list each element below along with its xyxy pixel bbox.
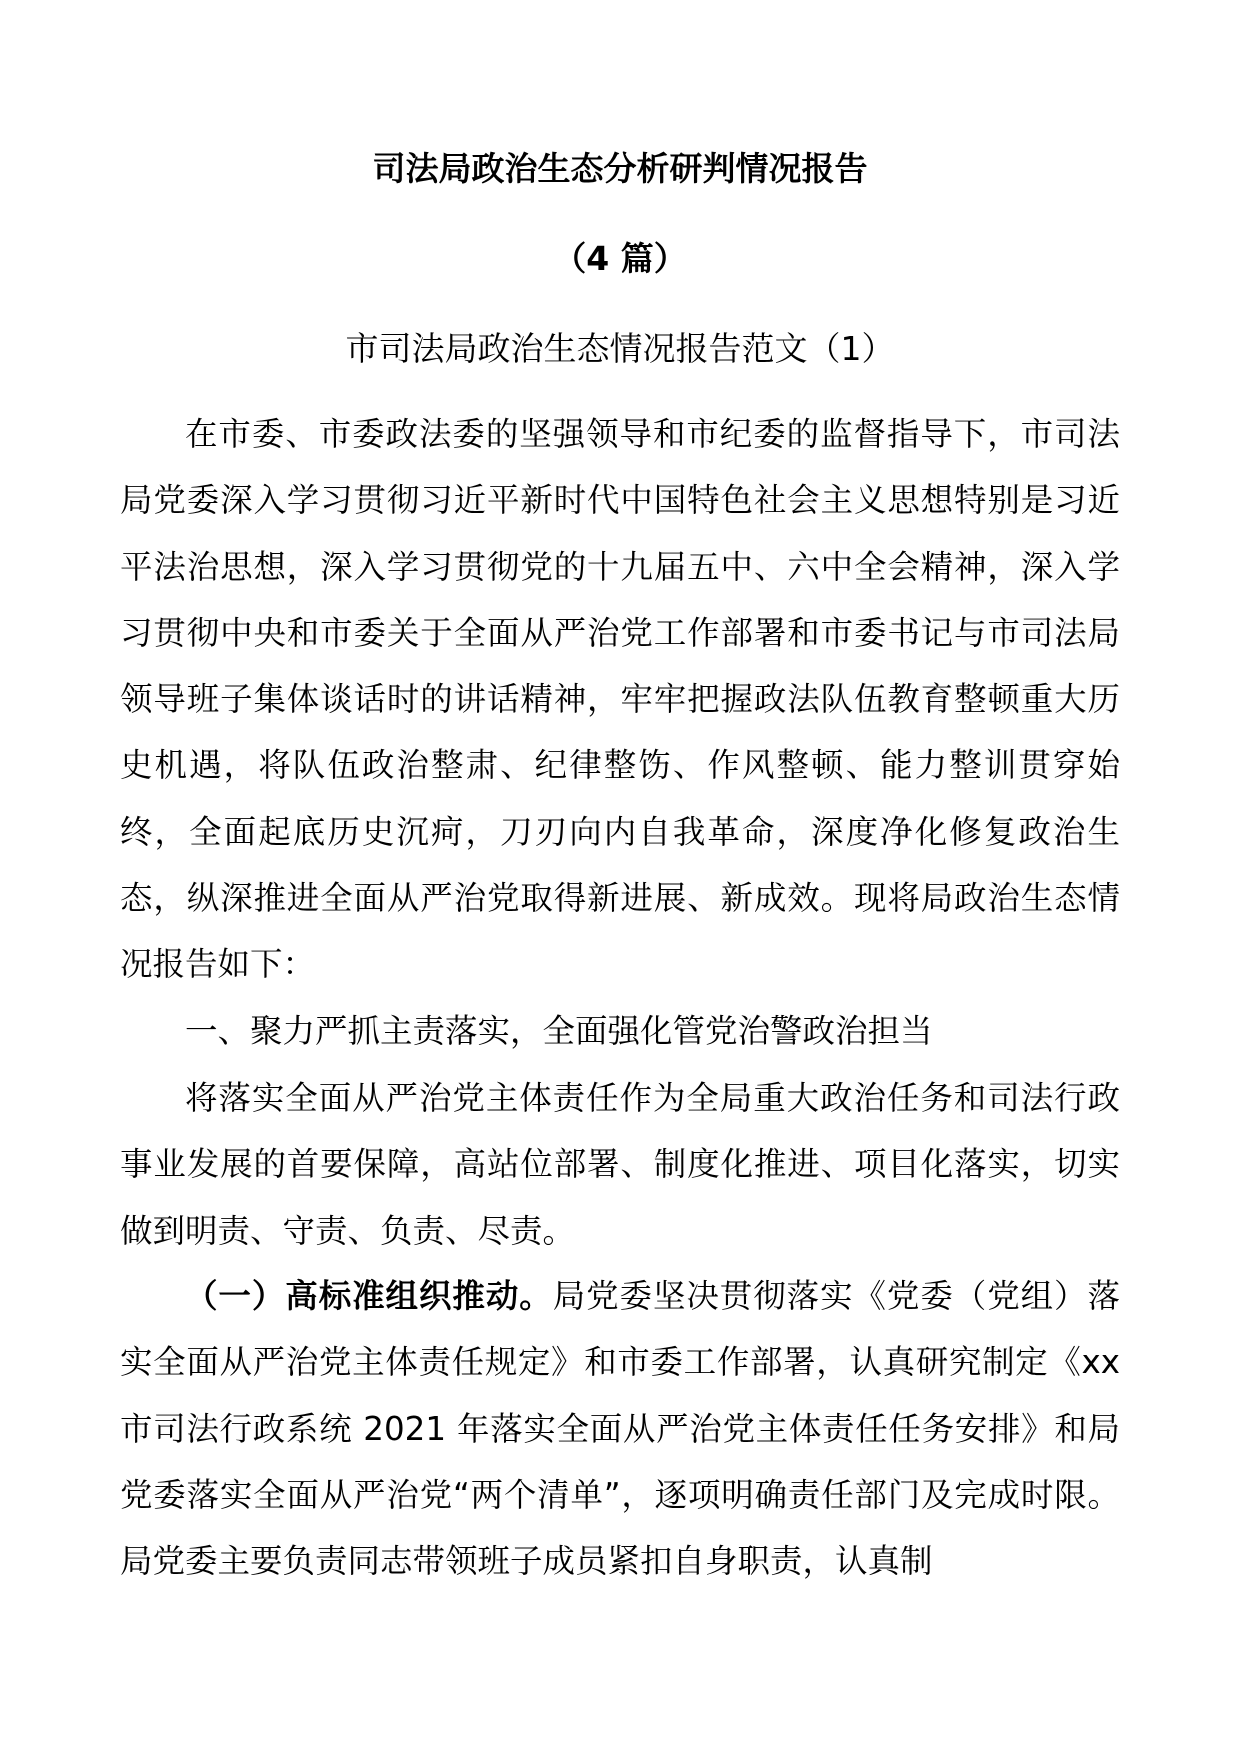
paragraph-3-text: 局党委坚决贯彻落实《党委（党组）落实全面从严治党主体责任规定》和市委工作部署，认真研究制定《xx 市司法行政系统 2021 年落实全面从严治党主体责任任务安排》和局党委落实全面从严治党“两个清单”，逐项明确责任部门及完成时限。局党委主要负责同志带领班子成员紧扣自身职责，认真制 [120, 1277, 1120, 1581]
body-paragraph-3 [120, 1263, 1120, 1594]
section-heading-1: 一、聚力严抓主责落实，全面强化管党治警政治担当 [185, 1012, 933, 1050]
body-paragraph-1: 在市委、市委政法委的坚强领导和市纪委的监督指导下，市司法局党委深入学习贯彻习近平新时代中国特色社会主义思想特别是习近平法治思想，深入学习贯彻党的十九届五中、六中全会精神，深入学习贯彻中央和市委关于全面从严治党工作部署和市委书记与市司法局领导班子集体谈话时的讲话精神，牢牢把握政法队伍教育整顿重大历史机遇，将队伍政治整肃、纪律整饬、作风整顿、能力整训贯穿始终，全面起底历史沉疴，刀刃向内自我革命，深度净化修复政治生态，纵深推进全面从严治党取得新进展、新成效。现将局政治生态情况报告如下： [120, 415, 1120, 984]
body-paragraph-2: 将落实全面从严治党主体责任作为全局重大政治任务和司法行政事业发展的首要保障，高站位部署、制度化推进、项目化落实，切实做到明责、守责、负责、尽责。 [120, 1079, 1120, 1250]
document-title: 司法局政治生态分析研判情况报告 [372, 149, 868, 188]
document-subtitle: （4 篇） [553, 239, 687, 278]
section-title: 市司法局政治生态情况报告范文（1） [345, 329, 895, 368]
paragraph-lead-heading: （一）高标准组织推动。 [185, 1277, 553, 1315]
